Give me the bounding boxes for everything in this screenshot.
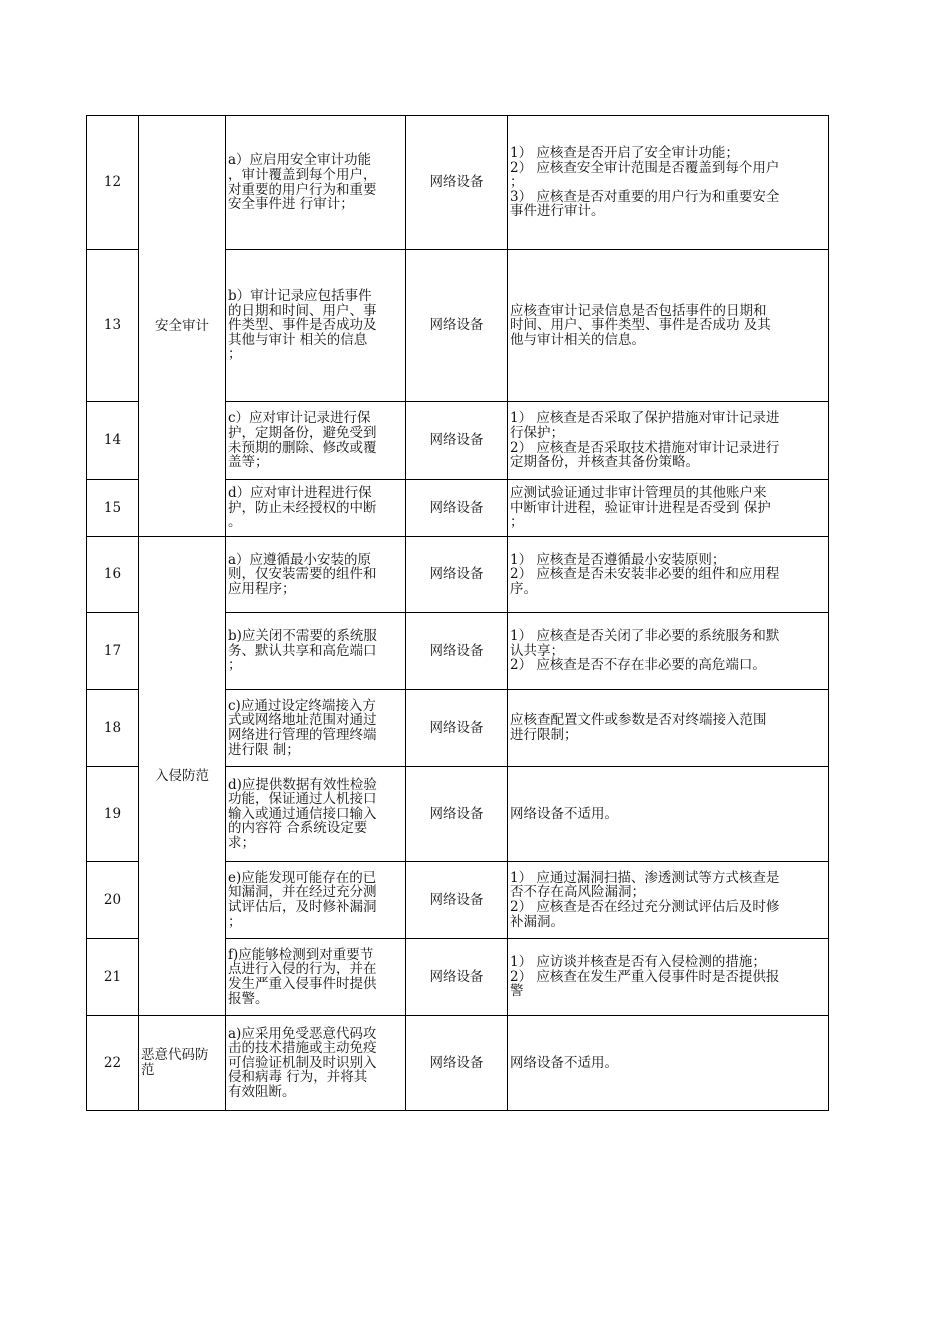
- check-method-cell: 1） 应核查是否关闭了非必要的系统服务和默 认共享； 2） 应核查是否不存在非必要的高危端口。: [508, 613, 829, 690]
- check-method-cell: 1） 应核查是否采取了保护措施对审计记录进 行保护； 2） 应核查是否采取技术措施对审计记录进行 定期备份，并核查其备份策略。: [508, 402, 829, 480]
- check-method-cell: 1） 应访谈并核查是否有入侵检测的措施； 2） 应核查在发生严重入侵事件时是否提供报 警: [508, 939, 829, 1016]
- requirement-cell: d)应提供数据有效性检验 功能，保证通过人机接口 输入或通过通信接口输入 的内容符 合系统设定要 求；: [226, 767, 406, 862]
- requirement-cell: e)应能发现可能存在的已 知漏洞，并在经过充分测 试评估后，及时修补漏洞 ；: [226, 862, 406, 939]
- check-method-cell: 网络设备不适用。: [508, 1016, 829, 1111]
- object-cell: 网络设备: [406, 480, 508, 537]
- table-body: [87, 116, 829, 1111]
- object-cell: 网络设备: [406, 767, 508, 862]
- row-number: 20: [87, 862, 139, 939]
- requirement-cell: c）应对审计记录进行保 护，定期备份，避免受到 未预期的删除、修改或覆 盖等；: [226, 402, 406, 480]
- check-method-cell: 1） 应核查是否遵循最小安装原则； 2） 应核查是否未安装非必要的组件和应用程 序。: [508, 537, 829, 613]
- row-number: 14: [87, 402, 139, 480]
- table-row: [87, 537, 829, 613]
- object-cell: 网络设备: [406, 537, 508, 613]
- requirement-cell: b)应关闭不需要的系统服 务、默认共享和高危端口 ；: [226, 613, 406, 690]
- row-number: 18: [87, 690, 139, 767]
- row-number: 15: [87, 480, 139, 537]
- assessment-table: [86, 115, 829, 1111]
- object-cell: 网络设备: [406, 250, 508, 402]
- requirement-cell: a)应采用免受恶意代码攻 击的技术措施或主动免疫 可信验证机制及时识别入 侵和病毒 行为，并将其 有效阻断。: [226, 1016, 406, 1111]
- object-cell: 网络设备: [406, 116, 508, 250]
- category-cell: 恶意代码防 范: [139, 1016, 226, 1111]
- check-method-cell: 应核查审计记录信息是否包括事件的日期和 时间、用户、事件类型、事件是否成功 及其 他与审计相关的信息。: [508, 250, 829, 402]
- check-method-cell: 网络设备不适用。: [508, 767, 829, 862]
- row-number: 19: [87, 767, 139, 862]
- check-method-cell: 应核查配置文件或参数是否对终端接入范围 进行限制；: [508, 690, 829, 767]
- category-cell: 安全审计: [139, 116, 226, 537]
- requirement-cell: d）应对审计进程进行保 护，防止未经授权的中断 。: [226, 480, 406, 537]
- requirement-cell: b）审计记录应包括事件 的日期和时间、用户、事 件类型、事件是否成功及 其他与审计 相关的信息 ；: [226, 250, 406, 402]
- table-row: [87, 1016, 829, 1111]
- row-number: 12: [87, 116, 139, 250]
- check-method-cell: 1） 应通过漏洞扫描、渗透测试等方式核查是 否不存在高风险漏洞； 2） 应核查是否在经过充分测试评估后及时修 补漏洞。: [508, 862, 829, 939]
- requirement-cell: f)应能够检测到对重要节 点进行入侵的行为，并在 发生严重入侵事件时提供 报警。: [226, 939, 406, 1016]
- object-cell: 网络设备: [406, 613, 508, 690]
- requirement-cell: a）应启用安全审计功能 ，审计覆盖到每个用户， 对重要的用户行为和重要 安全事件进 行审计；: [226, 116, 406, 250]
- check-method-cell: 1） 应核查是否开启了安全审计功能； 2） 应核查安全审计范围是否覆盖到每个用户 ； 3） 应核查是否对重要的用户行为和重要安全 事件进行审计。: [508, 116, 829, 250]
- requirement-cell: c)应通过设定终端接入方 式或网络地址范围对通过 网络进行管理的管理终端 进行限 制；: [226, 690, 406, 767]
- row-number: 22: [87, 1016, 139, 1111]
- object-cell: 网络设备: [406, 690, 508, 767]
- table-row: [87, 116, 829, 250]
- object-cell: 网络设备: [406, 862, 508, 939]
- row-number: 17: [87, 613, 139, 690]
- object-cell: 网络设备: [406, 402, 508, 480]
- object-cell: 网络设备: [406, 1016, 508, 1111]
- category-cell: 入侵防范: [139, 537, 226, 1016]
- requirement-cell: a）应遵循最小安装的原 则，仅安装需要的组件和 应用程序；: [226, 537, 406, 613]
- row-number: 16: [87, 537, 139, 613]
- row-number: 21: [87, 939, 139, 1016]
- row-number: 13: [87, 250, 139, 402]
- check-method-cell: 应测试验证通过非审计管理员的其他账户来 中断审计进程，验证审计进程是否受到 保护 ；: [508, 480, 829, 537]
- object-cell: 网络设备: [406, 939, 508, 1016]
